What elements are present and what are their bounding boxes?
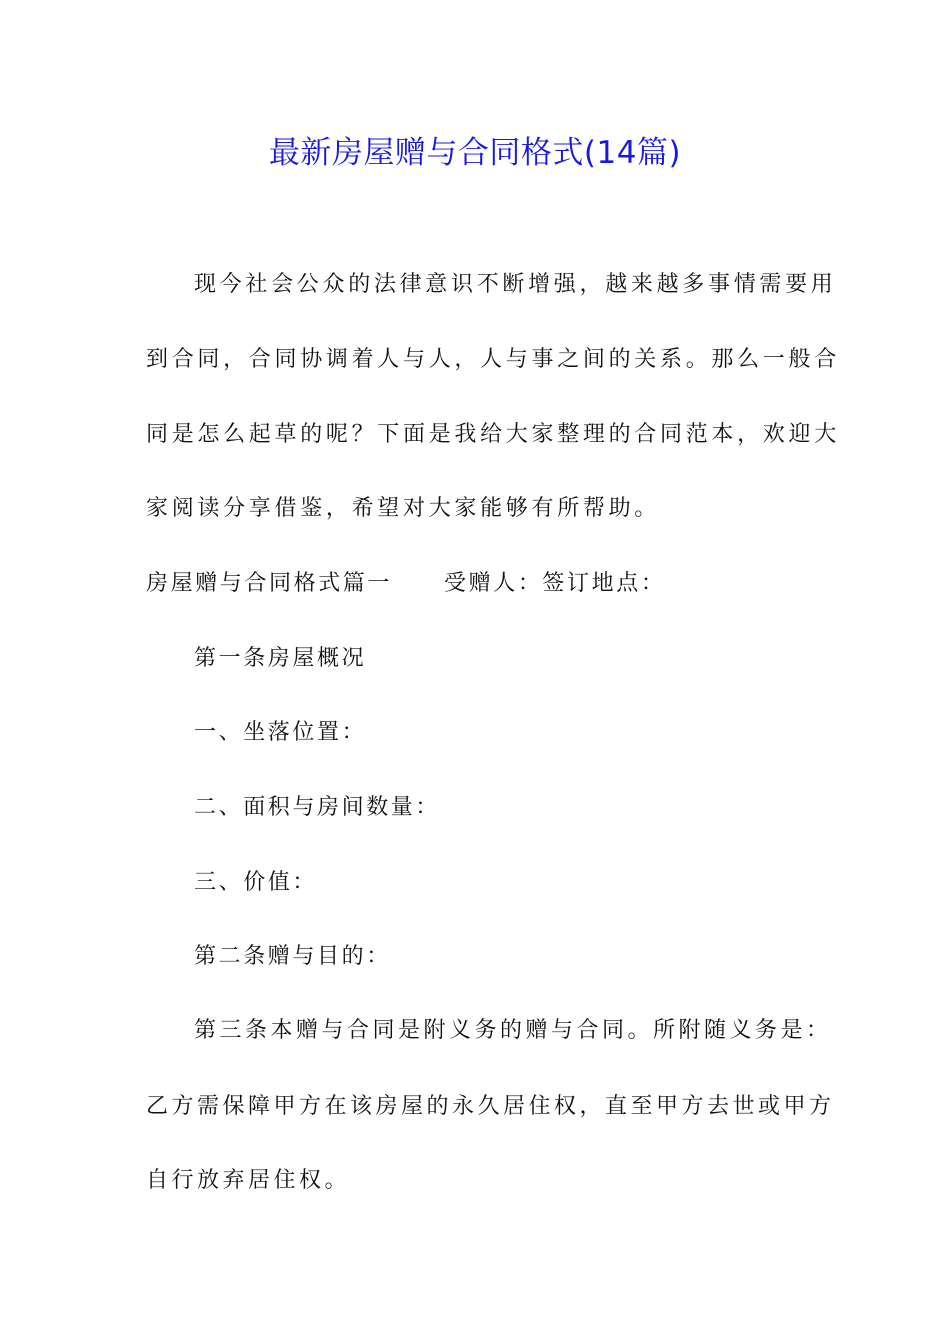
article-3-line-3: 自行放弃居住权。 [146, 1168, 351, 1193]
intro-line-3: 同是怎么起草的呢？下面是我给大家整理的合同范本，欢迎大 [146, 422, 840, 447]
document-title: 最新房屋赠与合同格式(14篇) [268, 135, 682, 171]
intro-line-1: 现今社会公众的法律意识不断增强，越来越多事情需要用 [194, 272, 837, 297]
intro-line-2: 到合同，合同协调着人与人，人与事之间的关系。那么一般合 [146, 347, 840, 372]
section-heading-tail: 受赠人：签订地点： [444, 571, 666, 596]
article-3-line-2: 乙方需保障甲方在该房屋的永久居住权，直至甲方去世或甲方 [146, 1094, 835, 1119]
item-3: 三、价值： [194, 870, 318, 895]
article-3-line-1: 第三条本赠与合同是附义务的赠与合同。所附随义务是： [194, 1018, 832, 1043]
section-heading: 房屋赠与合同格式篇一 [146, 571, 393, 596]
section-heading-line [146, 569, 806, 599]
item-2: 二、面积与房间数量： [194, 795, 441, 820]
item-1: 一、坐落位置： [194, 720, 367, 745]
intro-line-4: 家阅读分享借鉴，希望对大家能够有所帮助。 [146, 496, 661, 521]
article-2: 第二条赠与目的： [194, 944, 391, 969]
article-1: 第一条房屋概况 [194, 646, 367, 671]
